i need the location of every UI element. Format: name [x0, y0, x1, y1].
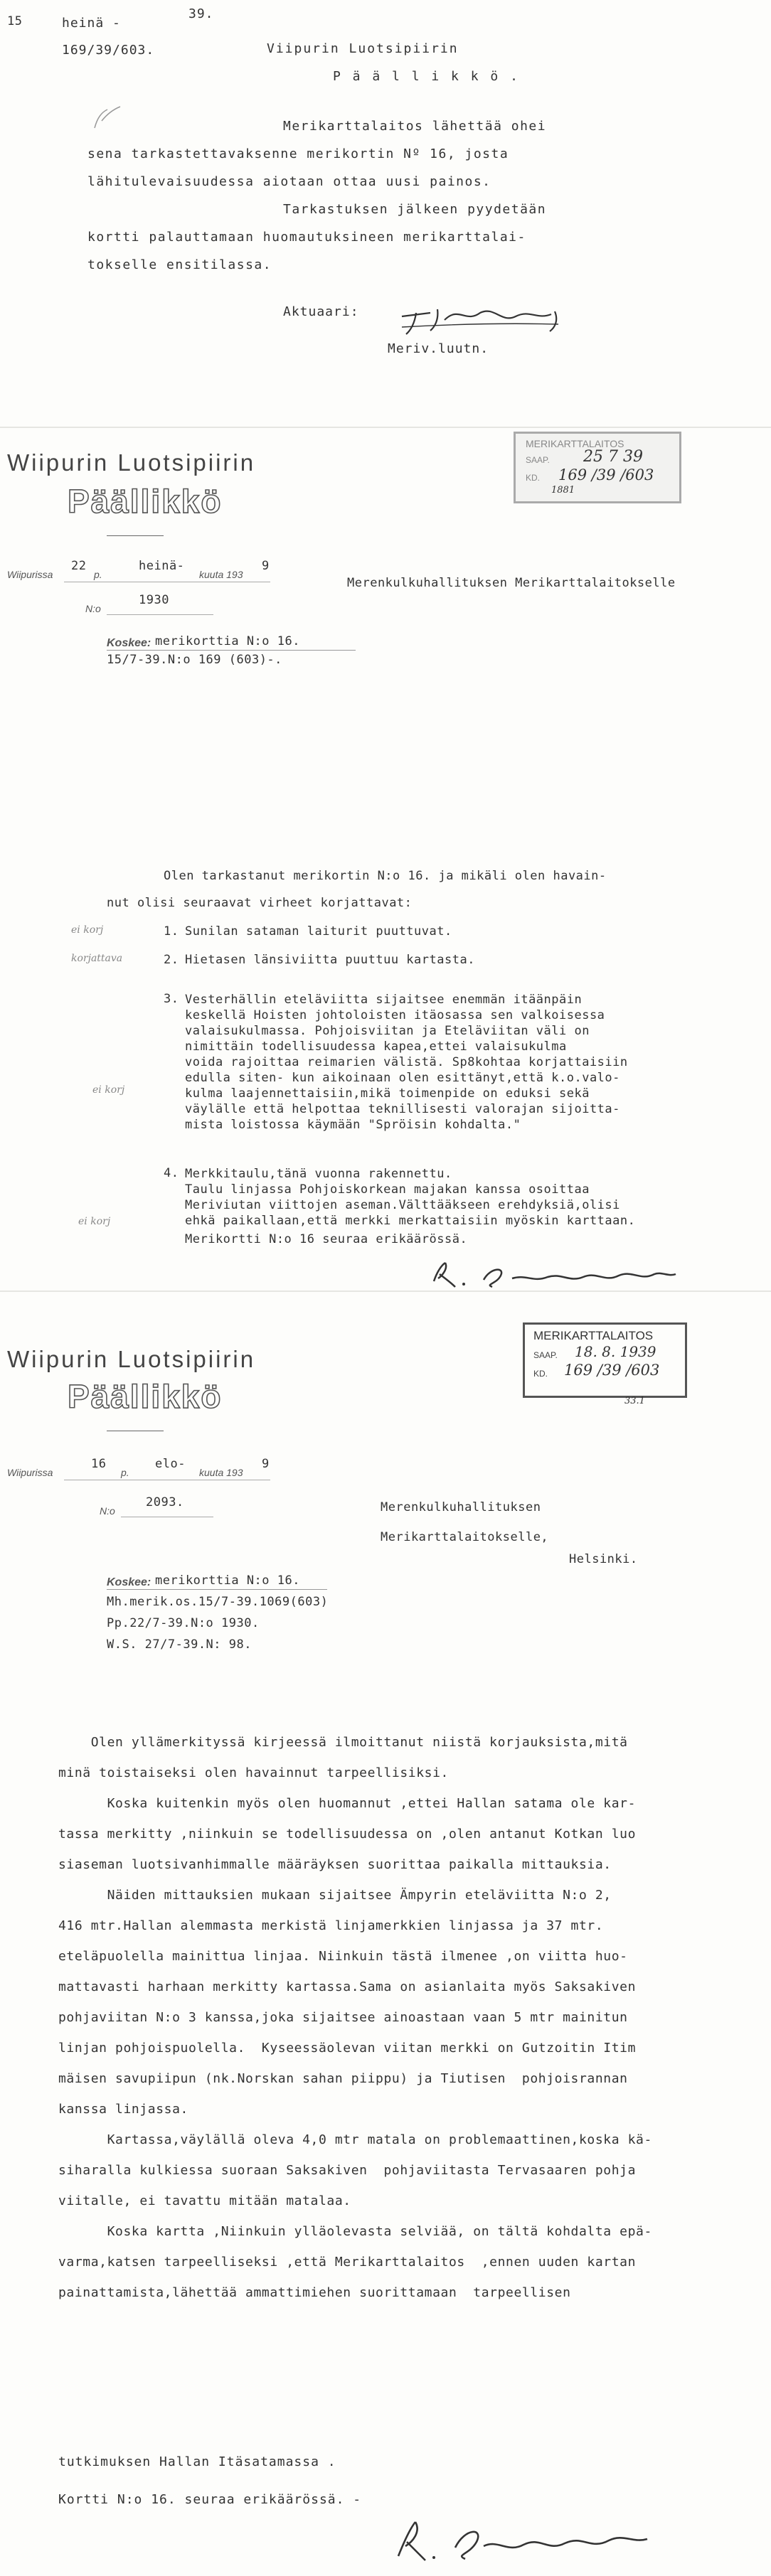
- signature-1-icon: [388, 292, 601, 341]
- subject-line: merikorttia N:o 16.: [155, 1573, 300, 1588]
- subject-rule: [107, 650, 356, 651]
- date-month: elo-: [155, 1457, 186, 1471]
- item-text: Sunilan sataman laiturit puuttuvat.: [185, 924, 452, 939]
- body-line: tassa merkitty ,niinkuin se todellisuudessa on ,olen antanut Kotkan luo: [58, 1827, 637, 1842]
- signature-2-icon: [427, 1260, 683, 1290]
- letter-1-date-month: heinä -: [62, 16, 121, 31]
- number-rule: [107, 614, 213, 615]
- stamp-kd-label: KD.: [526, 473, 541, 483]
- stamp-kd-number: 169 /39 /603: [558, 466, 654, 483]
- letter-1-body-line: Merikarttalaitos lähettää ohei: [283, 119, 547, 134]
- item-3-text-block: [185, 992, 628, 1133]
- letterhead-line-1: Wiipurin Luotsipiirin: [7, 1346, 256, 1372]
- subject-line: Pp.22/7-39.N:o 1930.: [107, 1616, 260, 1630]
- body-line: 416 mtr.Hallan alemmasta merkistä linjamerkkien linjassa ja 37 mtr.: [58, 1918, 604, 1933]
- body-line: viitalle, ei tavattu mitään matalaa.: [58, 2193, 351, 2208]
- addressee-line-1: Merenkulkuhallituksen: [381, 1500, 541, 1514]
- subject-rule: [107, 1589, 327, 1590]
- margin-note: ei korj: [78, 1216, 111, 1227]
- stamp-extra: 33.1: [624, 1396, 645, 1406]
- number-value: 1930: [139, 593, 169, 607]
- date-month: heinä-: [139, 559, 185, 573]
- number-value: 2093.: [146, 1495, 184, 1509]
- letter-1-body-line: Tarkastuksen jälkeen pyydetään: [283, 202, 547, 217]
- body-line: Koska kartta ,Niinkuin ylläolevasta selviää, on tältä kohdalta epä-: [58, 2224, 652, 2239]
- body-line: varma,katsen tarpeelliseksi ,että Merikarttalaitos ,ennen uuden kartan: [58, 2255, 637, 2270]
- body-line: eteläpuolella mainittua linjaa. Niinkuin tästä ilmenee ,on viitta huo-: [58, 1949, 628, 1964]
- stamp-received-label: SAAP.: [526, 455, 550, 465]
- body-line: mattavasti harhaan merkitty kartassa.Sama on asianlaita myös Saksakiven: [58, 1979, 637, 1994]
- item-4-text-block: [185, 1166, 635, 1229]
- received-stamp: [523, 1322, 687, 1398]
- subject-line-1: merikorttia N:o 16.: [155, 634, 300, 648]
- letter-1-body-line: tokselle ensitilassa.: [87, 257, 272, 272]
- body-line: Olen yllämerkityssä kirjeessä ilmoittanut niistä korjauksista,mitä: [58, 1735, 628, 1750]
- subject-line-2: 15/7-39.N:o 169 (603)-.: [107, 653, 282, 667]
- letter-3: [0, 1290, 771, 2576]
- number-label: N:o: [85, 603, 101, 614]
- body-line: siharalla kulkiessa suoraan Saksakiven pohjaviitasta Tervasaaren pohja: [58, 2163, 637, 2178]
- item-line: Taulu linjassa Pohjoiskorkean majakan kanssa osoittaa: [185, 1182, 590, 1197]
- letter-1-body-line: kortti palauttamaan huomautuksineen merikarttalai-: [87, 230, 526, 245]
- date-p-label: p.: [94, 569, 102, 580]
- letter-3-body: [58, 1727, 652, 2308]
- letterhead-line-2: Päällikkö: [68, 483, 223, 520]
- date-year-digit: 9: [262, 559, 270, 573]
- letter-2: [0, 427, 771, 1290]
- letter-1-recipient-title: P ä ä l l i k k ö .: [333, 69, 520, 84]
- stamp-received-label: SAAP.: [533, 1350, 558, 1360]
- last-line: Kortti N:o 16. seuraa erikäärössä. -: [58, 2492, 362, 2507]
- addressee-line-2: Merikarttalaitokselle,: [381, 1530, 549, 1544]
- item-line: voida rajoittaa reimarien välistä. Sp8kohtaa korjattaisiin: [185, 1055, 628, 1069]
- signature-3-icon: [384, 2513, 654, 2569]
- pencil-mark-icon: [89, 100, 132, 135]
- item-line: nimittäin todellisuudessa kapea,ettei valaisukulma: [185, 1040, 567, 1054]
- item-line: väylälle että helpottaa teknillisesti valorajan sijoitta-: [185, 1102, 620, 1116]
- stamp-org: MERIKARTTALAITOS: [533, 1329, 654, 1342]
- month-suffix: kuuta 193: [199, 1467, 243, 1478]
- letter-1-signer-label: Aktuaari:: [283, 304, 359, 319]
- body-line: Näiden mittauksien mukaan sijaitsee Ämpyrin eteläviitta N:o 2,: [58, 1888, 612, 1903]
- place-label: Wiipurissa: [7, 569, 53, 580]
- letterhead-rule: [107, 535, 164, 536]
- date-day: 16: [91, 1457, 107, 1471]
- subject-line: Mh.merik.os.15/7-39.1069(603): [107, 1595, 329, 1609]
- date-day: 22: [71, 559, 87, 573]
- margin-note: ei korj: [71, 924, 104, 936]
- stamp-extra: 1881: [551, 485, 575, 496]
- letter-1-body-line: lähitulevaisuudessa aiotaan ottaa uusi painos.: [87, 174, 491, 189]
- stamp-received-date: 25 7 39: [583, 448, 643, 466]
- stamp-received-date: 18. 8. 1939: [575, 1343, 656, 1360]
- received-stamp: [514, 432, 681, 503]
- intro-line-1: Olen tarkastanut merikortin N:o 16. ja mikäli olen havain-: [164, 869, 607, 883]
- body-line: linjan pohjoispuolella. Kyseessäolevan viitan merkki on Gutzoitin Itim: [58, 2041, 637, 2056]
- body-line: painattamista,lähettää ammattimiehen suorittamaan tarpeellisen: [58, 2285, 571, 2300]
- letter-1-recipient-org: Viipurin Luotsipiirin: [267, 41, 459, 56]
- letter-1: [0, 0, 771, 427]
- stamp-kd-label: KD.: [533, 1369, 548, 1379]
- addressee: Merenkulkuhallituksen Merikarttalaitokselle: [347, 576, 676, 590]
- letter-1-body-line: sena tarkastettavaksenne merikortin Nº 16, josta: [87, 146, 509, 161]
- date-year-digit: 9: [262, 1457, 270, 1471]
- subject-label: Koskee:: [107, 1576, 151, 1588]
- letterhead-line-2: Päällikkö: [68, 1378, 223, 1415]
- body-line: Koska kuitenkin myös olen huomannut ,ettei Hallan satama ole kar-: [58, 1796, 637, 1811]
- item-line: Vesterhällin eteläviitta sijaitsee enemmän itäänpäin: [185, 993, 583, 1007]
- body-line: Kartassa,väylällä oleva 4,0 mtr matala on problemaattinen,koska kä-: [58, 2132, 652, 2147]
- date-p-label: p.: [121, 1467, 129, 1478]
- subject-label: Koskee:: [107, 637, 151, 649]
- item-number: 1.: [164, 924, 179, 939]
- closing-line: Merikortti N:o 16 seuraa erikäärössä.: [185, 1232, 468, 1246]
- item-number: 3.: [164, 992, 179, 1006]
- addressee-line-3: Helsinki.: [569, 1552, 638, 1566]
- item-line: ehkä paikallaan,että merkki merkattaisiin myöskin karttaan.: [185, 1214, 636, 1228]
- place-label: Wiipurissa: [7, 1467, 53, 1478]
- margin-note: ei korj: [92, 1084, 125, 1096]
- margin-note: korjattava: [71, 953, 123, 964]
- item-line: Meriviutan viittojen aseman.Välttääkseen erehdyksiä,olisi: [185, 1198, 620, 1212]
- month-suffix: kuuta 193: [199, 569, 243, 580]
- item-line: valaisukulmassa. Pohjoisviitan ja Eteläviitan väli on: [185, 1024, 590, 1038]
- subject-line: W.S. 27/7-39.N: 98.: [107, 1637, 252, 1652]
- item-line: edulla siten- kun aikoinaan olen esittänyt,että k.o.valo-: [185, 1071, 620, 1085]
- body-line: minä toistaiseksi olen havainnut tarpeellisiksi.: [58, 1765, 449, 1780]
- item-line: kulma laajennettaisiin,mikä toimenpide on eduksi sekä: [185, 1086, 590, 1101]
- item-line: keskellä Hoisten johtoloisten itäosassa sen valkoisessa: [185, 1008, 605, 1022]
- stamp-kd-number: 169 /39 /603: [564, 1362, 660, 1379]
- stamp-org: MERIKARTTALAITOS: [526, 438, 624, 449]
- letter-1-signer-title: Meriv.luutn.: [388, 341, 489, 356]
- item-number: 2.: [164, 953, 179, 967]
- body-line: kanssa linjassa.: [58, 2102, 188, 2117]
- item-line: mista loistossa käymään "Spröisin kohdalta.": [185, 1118, 521, 1132]
- body-line: pohjaviitan N:o 3 kanssa,joka sijaitsee ainoastaan vaan 5 mtr mainitun: [58, 2010, 628, 2025]
- item-line: Merkkitaulu,tänä vuonna rakennettu.: [185, 1167, 452, 1181]
- intro-line-2: nut olisi seuraavat virheet korjattavat:: [107, 896, 413, 910]
- page-number: 15: [7, 14, 23, 28]
- item-text: Hietasen länsiviitta puuttuu kartasta.: [185, 953, 475, 967]
- letterhead-line-1: Wiipurin Luotsipiirin: [7, 449, 256, 476]
- body-line: siaseman luotsivanhimmalle määräyksen suorittaa paikalla mittauksia.: [58, 1857, 612, 1872]
- number-label: N:o: [100, 1505, 115, 1517]
- last-line: tutkimuksen Hallan Itäsatamassa .: [58, 2454, 336, 2469]
- item-number: 4.: [164, 1166, 179, 1180]
- letter-1-date-year: 39.: [188, 6, 214, 21]
- letter-1-ref-number: 169/39/603.: [62, 43, 155, 58]
- body-line: mäisen savupiipun (nk.Norskan sahan piippu) ja Tiutisen pohjoisrannan: [58, 2071, 628, 2086]
